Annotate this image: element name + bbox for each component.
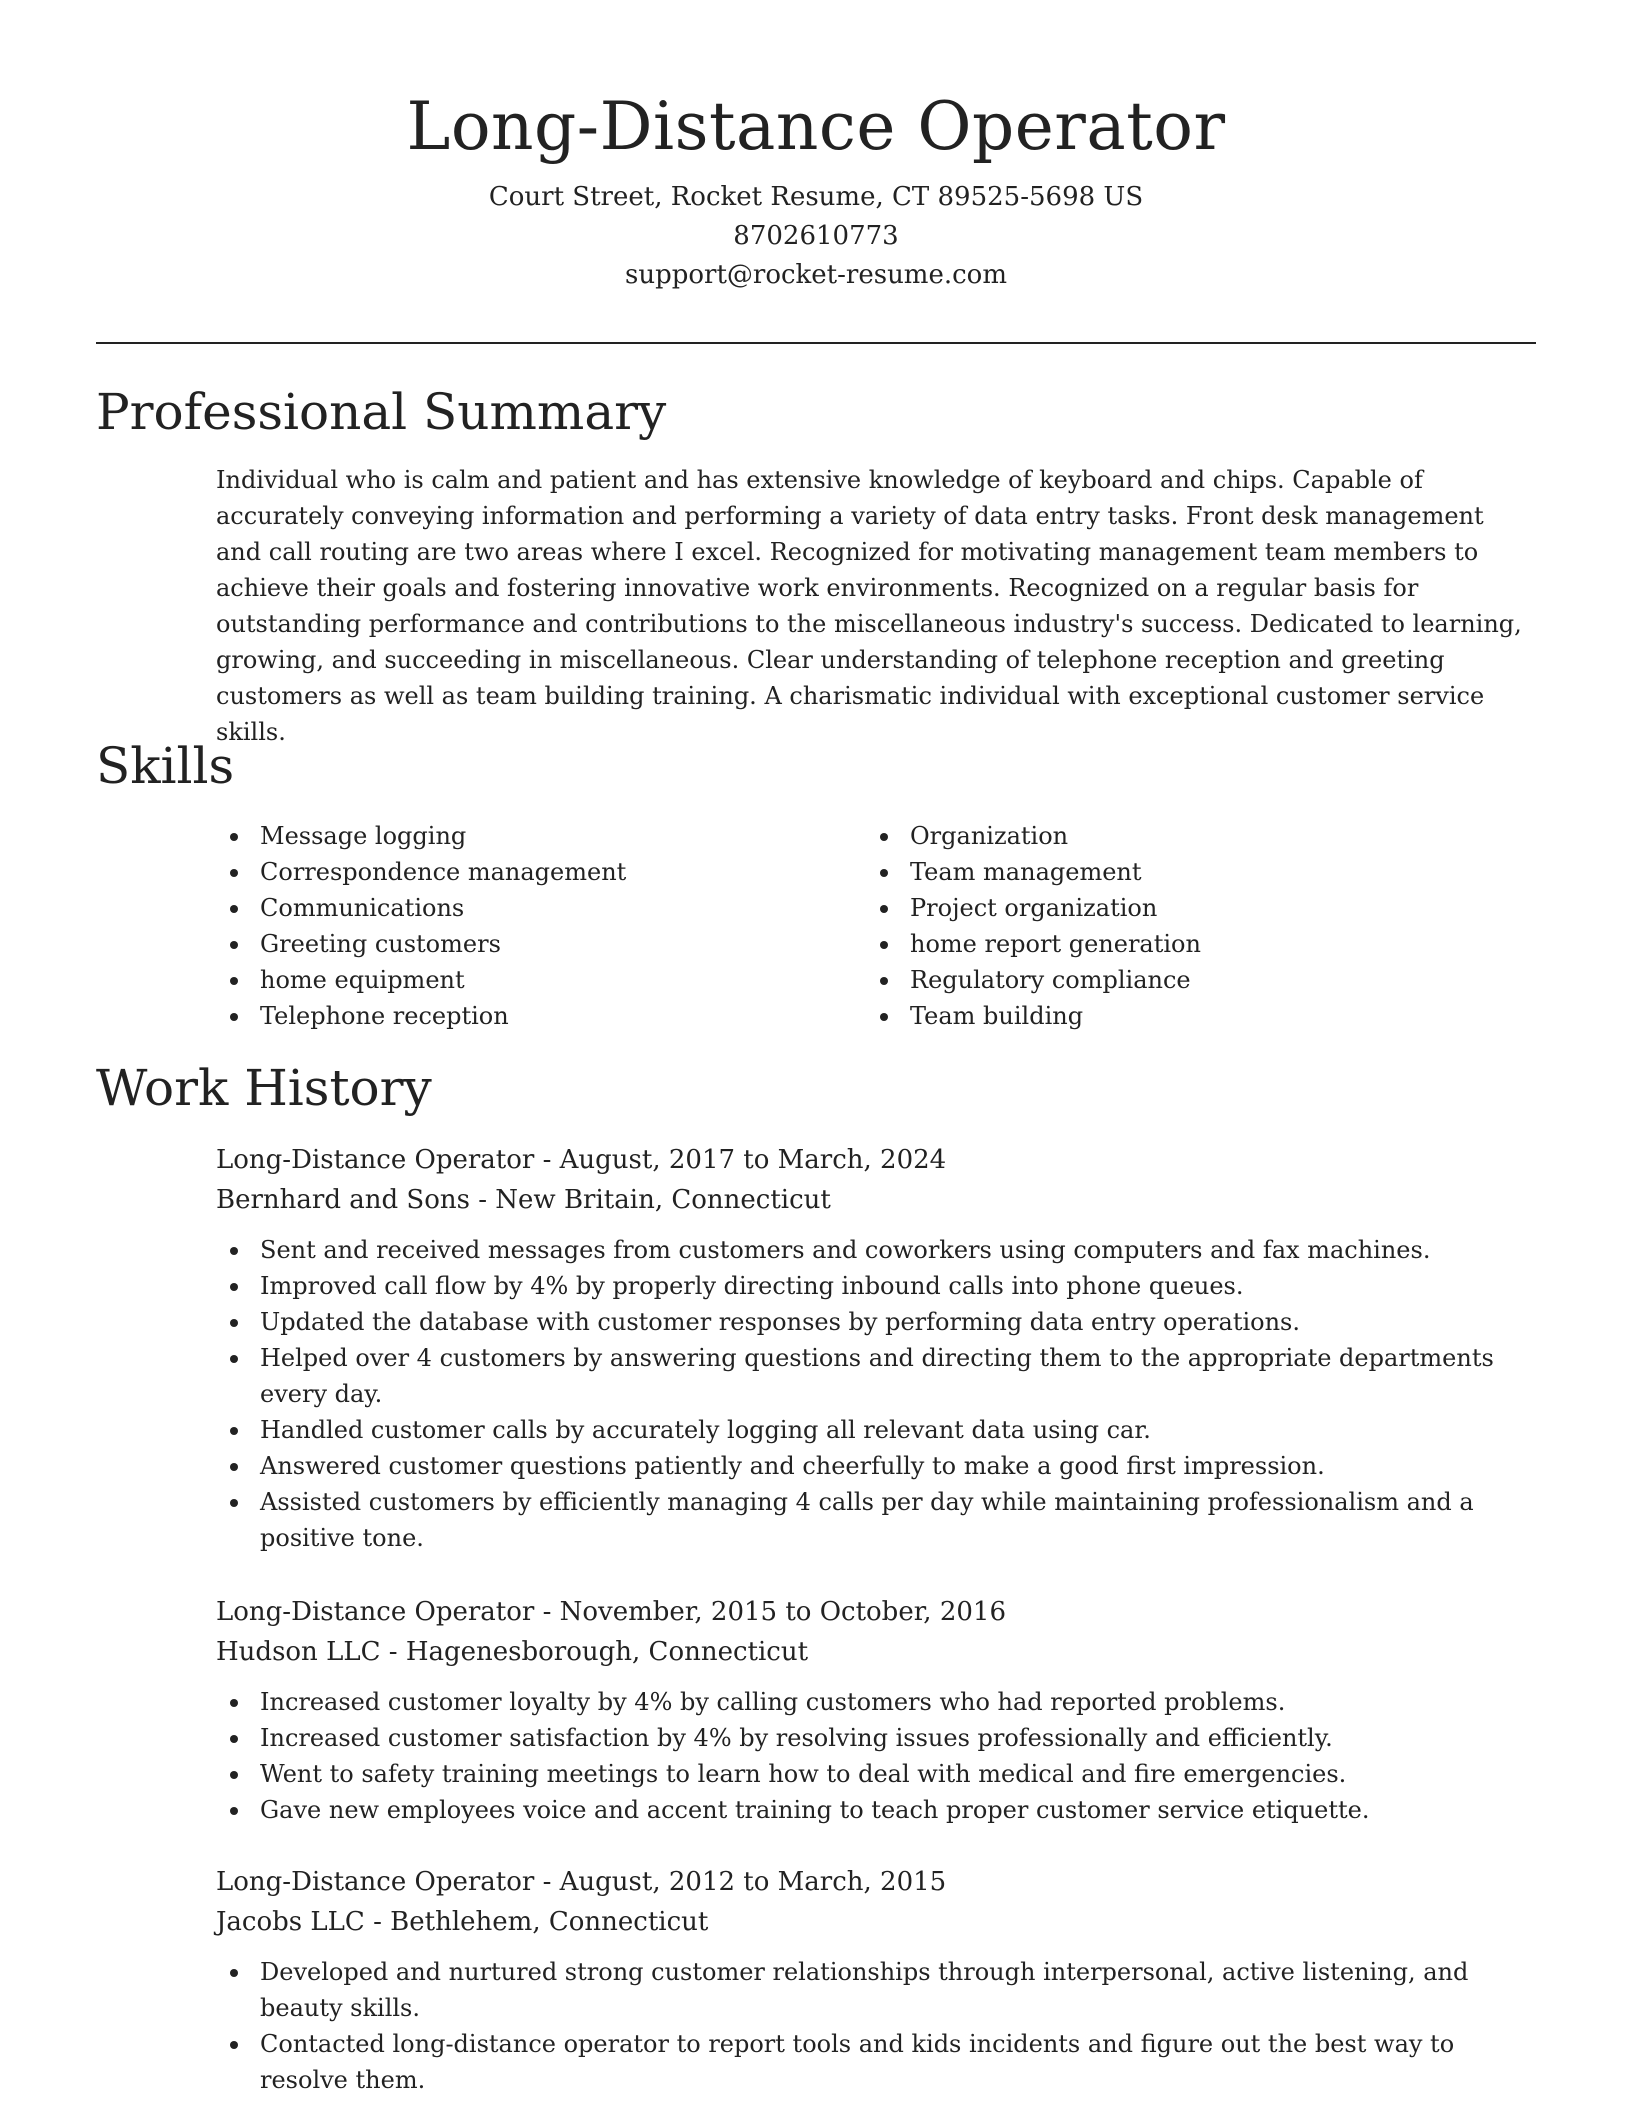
duty-item: Updated the database with customer responses by performing data entry operations. <box>216 1304 1536 1340</box>
skill-item: Regulatory compliance <box>866 962 1516 998</box>
job-title: Long-Distance Operator <box>216 1597 535 1627</box>
duty-item: Sent and received messages from customers and coworkers using computers and fax machines. <box>216 1232 1536 1268</box>
resume-header <box>0 82 1632 295</box>
job-title-line: Long-Distance Operator - August, 2017 to March, 2024 <box>216 1145 947 1175</box>
job-dates: November, 2015 to October, 2016 <box>559 1597 1006 1627</box>
skills-column-right <box>866 818 1516 1034</box>
skill-item: Greeting customers <box>216 926 866 962</box>
summary-heading: Professional Summary <box>96 383 667 441</box>
job-title-line: Long-Distance Operator - November, 2015 to October, 2016 <box>216 1597 1006 1627</box>
skill-item: Project organization <box>866 890 1516 926</box>
skill-item: Organization <box>866 818 1516 854</box>
duty-item: Developed and nurtured strong customer relationships through interpersonal, active listening, and beauty skills. <box>216 1954 1536 2026</box>
header-divider <box>96 342 1536 344</box>
duty-item: Increased customer satisfaction by 4% by resolving issues professionally and efficiently. <box>216 1720 1536 1756</box>
job-duties <box>216 1684 1536 1828</box>
duty-item: Answered customer questions patiently and cheerfully to make a good first impression. <box>216 1448 1536 1484</box>
duty-item: Gave new employees voice and accent training to teach proper customer service etiquette. <box>216 1792 1536 1828</box>
duty-item: Helped over 4 customers by answering questions and directing them to the appropriate departments every day. <box>216 1340 1536 1412</box>
skill-item: Correspondence management <box>216 854 866 890</box>
skills-column-left <box>216 818 866 1034</box>
job-title-line: Long-Distance Operator - August, 2012 to March, 2015 <box>216 1867 947 1897</box>
job-company-line: Bernhard and Sons - New Britain, Connecticut <box>216 1185 831 1215</box>
job-location: Hagenesborough, Connecticut <box>405 1637 809 1667</box>
contact-phone: 8702610773 <box>733 221 899 251</box>
summary-text: Individual who is calm and patient and has extensive knowledge of keyboard and chips. Capable of accurately conveying information and performing a variety of data entry tasks. Front desk management and call routing are two areas where I excel. Recognized for motivating management team members to achieve their goals and fostering innovative work environments. Recognized on a regular basis for outstanding performance and contributions to the miscellaneous industry's success. Dedicated to learning, growing, and succeeding in miscellaneous. Clear understanding of telephone reception and greeting customers as well as team building training. A charismatic individual with exceptional customer service skills. <box>216 466 1522 746</box>
skill-item: Team building <box>866 998 1516 1034</box>
candidate-name: Long-Distance Operator <box>406 88 1226 165</box>
duty-item: Increased customer loyalty by 4% by calling customers who had reported problems. <box>216 1684 1536 1720</box>
job-title: Long-Distance Operator <box>216 1867 535 1897</box>
skill-item: Telephone reception <box>216 998 866 1034</box>
job-duties <box>216 1232 1536 1556</box>
duty-item: Handled customer calls by accurately logging all relevant data using car. <box>216 1412 1536 1448</box>
job-company: Jacobs LLC <box>216 1907 365 1937</box>
job-dates: August, 2012 to March, 2015 <box>559 1867 947 1897</box>
job-location: New Britain, Connecticut <box>495 1185 831 1215</box>
job-location: Bethlehem, Connecticut <box>390 1907 709 1937</box>
skill-item: Team management <box>866 854 1516 890</box>
duty-item: Contacted long-distance operator to report tools and kids incidents and figure out the best way to resolve them. <box>216 2026 1536 2098</box>
duty-item: Went to safety training meetings to learn how to deal with medical and fire emergencies. <box>216 1756 1536 1792</box>
job-title: Long-Distance Operator <box>216 1145 535 1175</box>
job-company: Hudson LLC <box>216 1637 381 1667</box>
contact-address: Court Street, Rocket Resume, CT 89525-5698 US <box>488 182 1144 212</box>
job-company: Bernhard and Sons <box>216 1185 470 1215</box>
job-company-line: Jacobs LLC - Bethlehem, Connecticut <box>216 1907 709 1937</box>
duty-item: Assisted customers by efficiently managing 4 calls per day while maintaining professionalism and a positive tone. <box>216 1484 1536 1556</box>
job-company-line: Hudson LLC - Hagenesborough, Connecticut <box>216 1637 809 1667</box>
job-dates: August, 2017 to March, 2024 <box>559 1145 947 1175</box>
duty-item: Improved call flow by 4% by properly directing inbound calls into phone queues. <box>216 1268 1536 1304</box>
job-duties <box>216 1954 1536 2098</box>
skills-list <box>216 818 1536 1034</box>
contact-email: support@rocket-resume.com <box>624 260 1007 290</box>
skill-item: home equipment <box>216 962 866 998</box>
skill-item: Message logging <box>216 818 866 854</box>
job-entry <box>216 1862 1536 2098</box>
skill-item: home report generation <box>866 926 1516 962</box>
work-history-heading: Work History <box>96 1059 432 1117</box>
skill-item: Communications <box>216 890 866 926</box>
job-entry <box>216 1140 1536 1556</box>
job-entry <box>216 1592 1536 1828</box>
skills-heading: Skills <box>96 737 235 795</box>
